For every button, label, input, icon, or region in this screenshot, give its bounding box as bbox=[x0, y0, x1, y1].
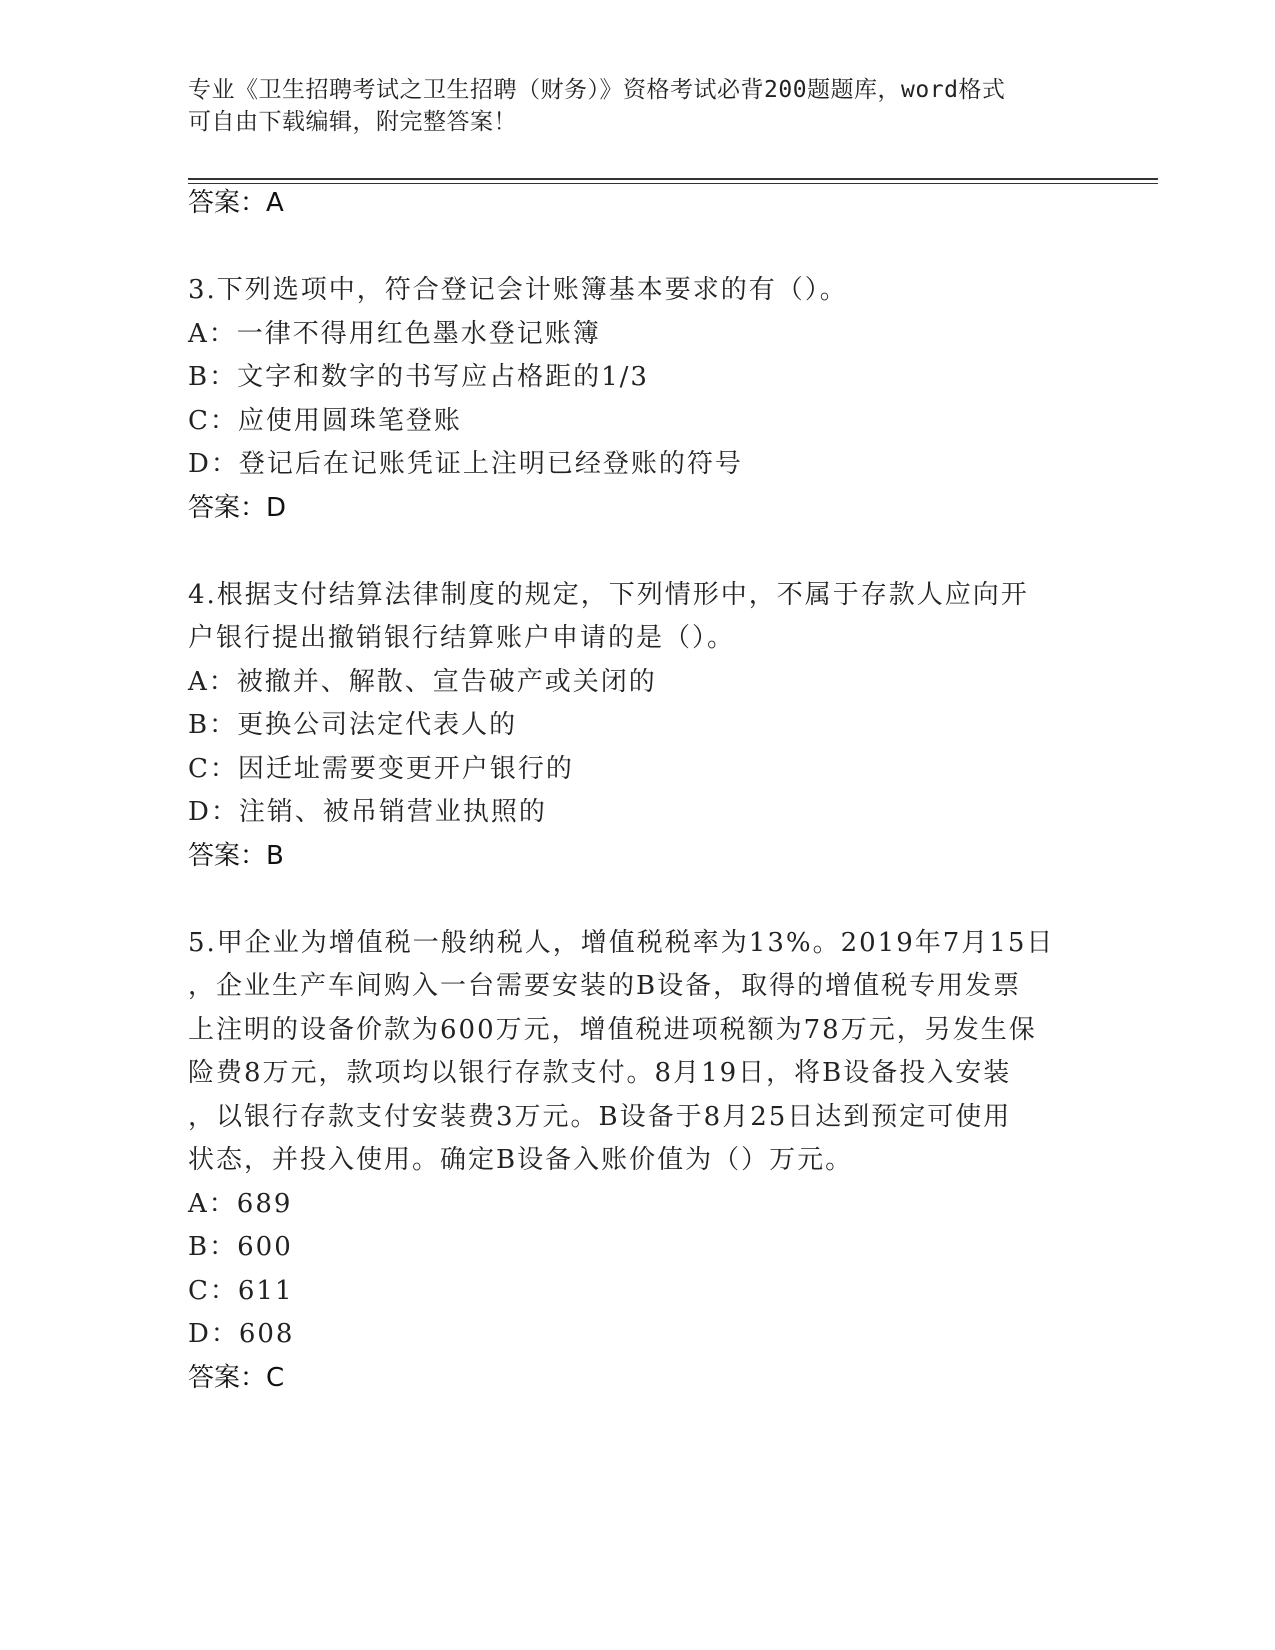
document-header-note bbox=[188, 74, 1088, 138]
question-5-option-a: A：689 bbox=[188, 1189, 293, 1219]
question-5-stem-line-1: 5.甲企业为增值税一般纳税人，增值税税率为13%。2019年7月15日 bbox=[188, 928, 1055, 958]
question-5-stem-line-6: 状态，并投入使用。确定B设备入账价值为（）万元。 bbox=[188, 1145, 854, 1175]
answer-q3: 答案：D bbox=[188, 493, 287, 523]
question-3-option-b: B：文字和数字的书写应占格距的1/3 bbox=[188, 362, 649, 392]
question-3-option-a: A：一律不得用红色墨水登记账簿 bbox=[188, 319, 601, 349]
header-divider-thin bbox=[188, 183, 1158, 184]
question-3-stem: 3.下列选项中，符合登记会计账簿基本要求的有（）。 bbox=[188, 275, 848, 305]
question-3-option-d: D：登记后在记账凭证上注明已经登账的符号 bbox=[188, 449, 743, 479]
question-5-stem-line-4: 险费8万元，款项均以银行存款支付。8月19日，将B设备投入安装 bbox=[188, 1058, 1012, 1088]
question-4-option-c: C：因迁址需要变更开户银行的 bbox=[188, 754, 574, 784]
question-5-stem-line-3: 上注明的设备价款为600万元，增值税进项税额为78万元，另发生保 bbox=[188, 1015, 1037, 1045]
question-3-option-c: C：应使用圆珠笔登账 bbox=[188, 406, 462, 436]
header-line-1: 专业《卫生招聘考试之卫生招聘（财务）》资格考试必背200题题库，word格式 bbox=[188, 77, 1006, 103]
question-4-stem-line-1: 4.根据支付结算法律制度的规定，下列情形中，不属于存款人应向开 bbox=[188, 580, 1029, 610]
question-5-option-c: C：611 bbox=[188, 1276, 294, 1306]
question-5-stem-line-2: ，企业生产车间购入一台需要安装的B设备，取得的增值税专用发票 bbox=[188, 971, 1022, 1001]
question-4-option-b: B：更换公司法定代表人的 bbox=[188, 710, 518, 740]
answer-q2: 答案：A bbox=[188, 188, 284, 218]
answer-q4: 答案：B bbox=[188, 841, 284, 871]
answer-q5: 答案：C bbox=[188, 1363, 285, 1393]
question-4-option-a: A：被撤并、解散、宣告破产或关闭的 bbox=[188, 667, 657, 697]
question-5-option-b: B：600 bbox=[188, 1232, 293, 1262]
question-5-stem-line-5: ，以银行存款支付安装费3万元。B设备于8月25日达到预定可使用 bbox=[188, 1102, 1012, 1132]
question-5-option-d: D：608 bbox=[188, 1319, 295, 1349]
question-4-option-d: D：注销、被吊销营业执照的 bbox=[188, 797, 547, 827]
header-divider-thick bbox=[188, 178, 1158, 180]
header-line-2: 可自由下载编辑，附完整答案！ bbox=[188, 109, 517, 135]
question-4-stem-line-2: 户银行提出撤销银行结算账户申请的是（）。 bbox=[188, 623, 736, 653]
